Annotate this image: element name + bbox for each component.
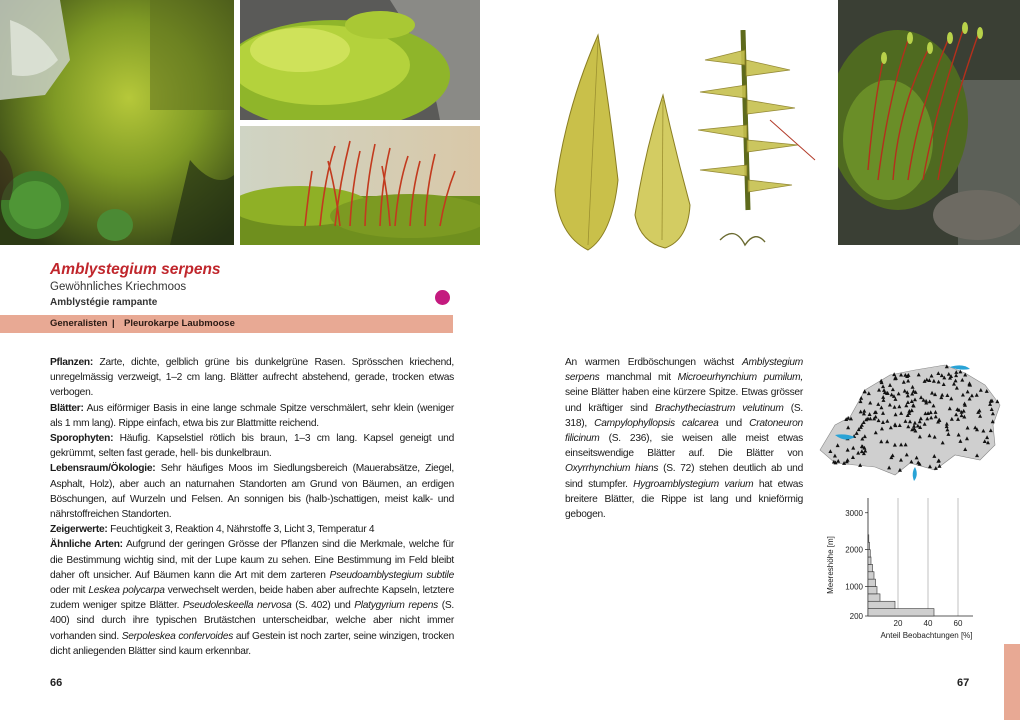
histogram-bar [868, 557, 871, 564]
category-dot [435, 290, 450, 305]
histogram-bar [868, 535, 869, 542]
histogram-bar [868, 587, 877, 594]
paragraph-sporophytes: Sporophyten: Häufig. Kapselstiel rötlich bis braun, 1–3 cm lang. Kapsel geneigt und gekrümmt, selten fast gerade, hell- bis dunkelbraun. [50, 433, 454, 460]
y-axis-label: Meereshöhe [m] [826, 536, 835, 594]
paragraph-leaves: Blätter: Aus eiförmiger Basis in eine lange schmale Spitze verschmälert, sehr klein (weniger als 1 mm lang). Rippe einfach, etwa bis zur Blattmitte reichend. [50, 402, 454, 429]
lake-maggiore [913, 467, 917, 481]
x-tick-label: 60 [953, 619, 963, 628]
histogram-bar [868, 609, 934, 616]
histogram-bar [868, 550, 870, 557]
leaf-illustration [550, 30, 825, 260]
paragraph-plants: Pflanzen: Zarte, dichte, gelblich grüne bis dunkelgrüne Rasen. Sprösschen kriechend, unregelmässig verzweigt, 1–2 cm lang. Blätter aufrecht abstehend, gerade, trocken etwas verbogen. [50, 357, 454, 399]
subcategory-label: Pleurokarpe Laubmoose [124, 318, 235, 329]
x-tick-label: 20 [893, 619, 903, 628]
description-text [50, 355, 454, 659]
histogram-bar [868, 542, 870, 549]
common-name-fr: Amblystégie rampante [50, 297, 158, 308]
distribution-map [815, 355, 1005, 485]
page-number-right: 67 [957, 677, 970, 689]
altitude-histogram [810, 490, 1010, 650]
comparison-text [565, 355, 803, 522]
histogram-bar [868, 572, 874, 579]
moss-photo-right [838, 0, 1020, 245]
histogram-bar [868, 564, 873, 571]
histogram-bar [868, 594, 880, 601]
category-bar [0, 315, 453, 333]
paragraph-indicator-values: Zeigerwerte: Feuchtigkeit 3, Reaktion 4, Nährstoffe 3, Licht 3, Temperatur 4 [50, 524, 375, 536]
y-tick-label: 200 [849, 612, 863, 621]
species-title: Amblystegium serpens [50, 261, 221, 278]
histogram-bar [868, 601, 895, 608]
moss-photo-sporophytes [240, 126, 480, 245]
y-tick-label: 2000 [845, 545, 863, 555]
paragraph-habitat: Lebensraum/Ökologie: Sehr häufiges Moos im Siedlungsbereich (Mauerabsätze, Ziegel, Asphalt, Holz), aber auch an naturnahen Standorten am Grund von Bäumen, an erdigen Böschungen, auf Wurzeln und Felsen. An sonnigen bis (halb-)schattigen, meist kalk- und nährstoffreichen Standorten. [50, 463, 454, 521]
page-number-left: 66 [50, 677, 63, 689]
y-tick-label: 1000 [845, 582, 863, 592]
histogram-bar [868, 579, 876, 586]
x-tick-label: 40 [923, 619, 933, 628]
category-label: Generalisten [50, 318, 108, 329]
section-tab-marker [1004, 644, 1020, 720]
x-axis-label: Anteil Beobachtungen [%] [880, 631, 973, 640]
category-separator: | [112, 318, 115, 329]
paragraph-similar-species: Ähnliche Arten: Aufgrund der geringen Grösse der Pflanzen sind die Merkmale, welche für die Bestimmung wichtig sind, mit der Lupe kaum zu sehen. Eine Bestimmung im Feld bleibt daher oft unsicher. Auf Bäumen kann die Art mit dem zarteren Pseudoamblystegium subtile oder mit Leskea polycarpa verwechselt werden, beide haben aber aufrechte Kapseln, letztere zudem weniger spitze Blätter. Pseudoleskeella nervosa (S. 402) und Platygyrium repens (S. 400) sind durch ihre typischen Brutästchen unterscheidbar, welche aber nicht immer vorhanden sind. Serpoleskea confervoides auf Gestein ist noch zarter, seine winzigen, trocken dicht anliegenden Blätter sind kaum erkennbar. [50, 539, 454, 657]
common-name-de: Gewöhnliches Kriechmoos [50, 281, 187, 293]
moss-photo-top-middle [240, 0, 480, 120]
paragraph-comparison: An warmen Erdböschungen wächst Amblystegium serpens manchmal mit Microeurhynchium pumilum, seine Blätter haben eine kürzere Spitze. Etwas grösser und kräftiger sind Brachytheciastrum velutinum (S. 318), Campylophyllopsis calcarea und Cratoneuron filicinum (S. 236), sie weisen alle meist etwas einseitswendige Blätter auf. Die Blätter von Oxyrrhynchium hians (S. 72) stehen deutlich ab und sind stumpfer. Hygroamblystegium varium hat etwas breitere Blätter, die Rippe ist lang und knieförmig gebogen. [565, 357, 803, 521]
moss-photo-large [0, 0, 234, 245]
y-tick-label: 3000 [845, 508, 863, 518]
